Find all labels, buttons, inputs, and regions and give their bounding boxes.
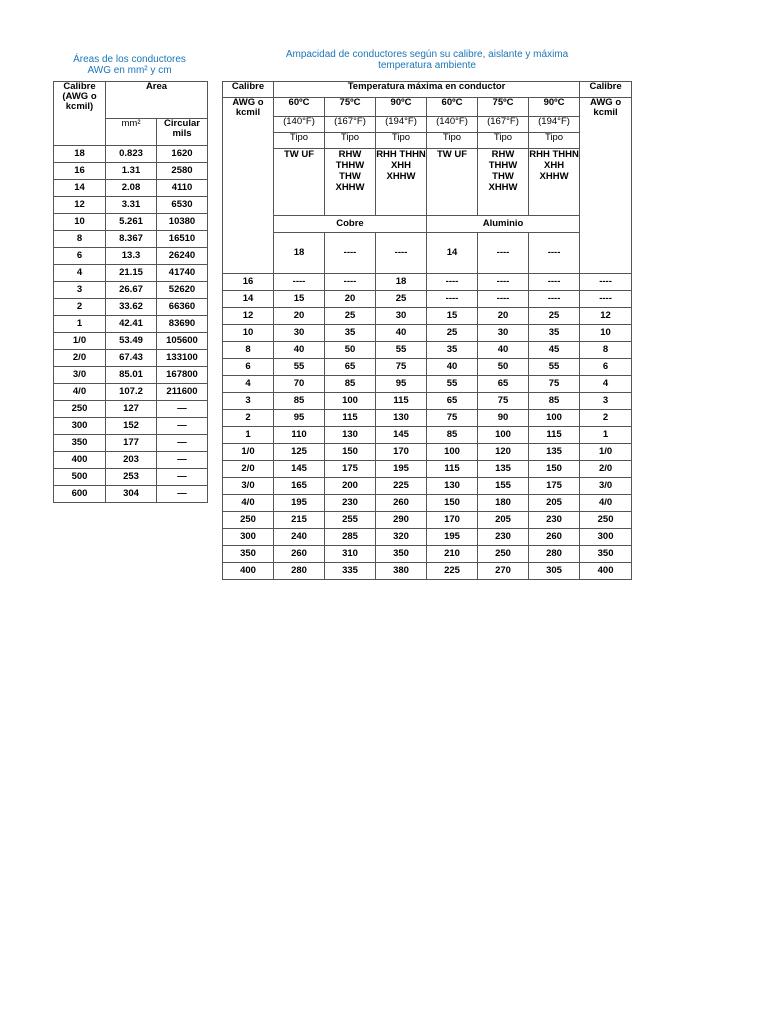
areas-row: [54, 248, 208, 265]
ampacity-cell: 65: [427, 393, 478, 410]
areas-cell: 304: [106, 486, 157, 503]
areas-cell: 67.43: [106, 350, 157, 367]
ampacity-cell: 20: [325, 291, 376, 308]
ampacity-cell: 75: [478, 393, 529, 410]
tipo-label-3: Tipo: [376, 133, 427, 149]
ampacity-cell: 150: [529, 461, 580, 478]
ampacity-cell: 15: [427, 308, 478, 325]
ampacity-cell: 225: [427, 563, 478, 580]
areas-cell: 12: [54, 197, 106, 214]
areas-cell: —: [157, 452, 208, 469]
ampacity-cell: 35: [325, 325, 376, 342]
ampacity-row: [223, 359, 632, 376]
ampacity-cell: 130: [376, 410, 427, 427]
areas-row: [54, 401, 208, 418]
areas-cell: 600: [54, 486, 106, 503]
ampacity-cell: 130: [427, 478, 478, 495]
ampacity-cell: 1: [223, 427, 274, 444]
ampacity-cell: 380: [376, 563, 427, 580]
ampacity-title-line1: Ampacidad de conductores según su calibre, aislante y máxima: [285, 49, 569, 60]
ampacity-cell: 55: [427, 376, 478, 393]
ampacity-cell: 115: [529, 427, 580, 444]
ampacity-cell: 205: [529, 495, 580, 512]
ampacity-cell: 180: [478, 495, 529, 512]
ampacity-cell: 50: [325, 342, 376, 359]
ampacity-cell: 8: [223, 342, 274, 359]
ampacity-row: [223, 444, 632, 461]
areas-row: [54, 316, 208, 333]
tipo-types-4: TW UF: [427, 149, 478, 216]
ampacity-cell: 175: [325, 461, 376, 478]
areas-cell: 1: [54, 316, 106, 333]
areas-cell: 177: [106, 435, 157, 452]
areas-title-line2: AWG en mm² y cm: [87, 65, 172, 76]
areas-row: [54, 265, 208, 282]
areas-cell: 203: [106, 452, 157, 469]
areas-cell: 5.261: [106, 214, 157, 231]
ampacity-cell: 25: [427, 325, 478, 342]
ampacity-row: [223, 546, 632, 563]
ampacity-cell: 35: [427, 342, 478, 359]
areas-cell: 133100: [157, 350, 208, 367]
areas-cell: 0.823: [106, 146, 157, 163]
ampacity-cell: 12: [580, 308, 632, 325]
header-circular-mils: Circular mils: [157, 119, 208, 146]
ampacity-cell: 14: [223, 291, 274, 308]
areas-cell: 1/0: [54, 333, 106, 350]
tipo-label-6: Tipo: [529, 133, 580, 149]
ampacity-cell: 260: [376, 495, 427, 512]
temp-f-5: (167°F): [478, 117, 529, 133]
areas-cell: 16: [54, 163, 106, 180]
ampacity-cell: 20: [478, 308, 529, 325]
ampacity-row: [223, 325, 632, 342]
areas-row: [54, 197, 208, 214]
areas-cell: 33.62: [106, 299, 157, 316]
temp-c-2: 75ºC: [325, 98, 376, 117]
ampacity-cell: 250: [223, 512, 274, 529]
areas-cell: 300: [54, 418, 106, 435]
ampacity-cell: 280: [529, 546, 580, 563]
ampacity-cell: 310: [325, 546, 376, 563]
areas-row: [54, 163, 208, 180]
ampacity-cell: ----: [274, 274, 325, 291]
areas-cell: 26.67: [106, 282, 157, 299]
ampacity-cell: 35: [529, 325, 580, 342]
ampacity-cell: 210: [427, 546, 478, 563]
areas-cell: 41740: [157, 265, 208, 282]
ampacity-cell: 110: [274, 427, 325, 444]
tipo-label-1: Tipo: [274, 133, 325, 149]
areas-row: [54, 418, 208, 435]
ampacity-cell: 4/0: [223, 495, 274, 512]
ampacity-cell: 3/0: [223, 478, 274, 495]
ampacity-cell: 2: [580, 410, 632, 427]
areas-cell: 250: [54, 401, 106, 418]
areas-cell: 21.15: [106, 265, 157, 282]
temp-f-3: (194°F): [376, 117, 427, 133]
ampacity-cell: ----: [478, 274, 529, 291]
areas-cell: 107.2: [106, 384, 157, 401]
areas-row: [54, 350, 208, 367]
ampacity-cell: 55: [376, 342, 427, 359]
areas-row: [54, 282, 208, 299]
ampacity-cell: 230: [478, 529, 529, 546]
ampacity-cell: 40: [376, 325, 427, 342]
ampacity-cell: 4: [223, 376, 274, 393]
areas-row: [54, 180, 208, 197]
tipo-label-5: Tipo: [478, 133, 529, 149]
tipo-types-5: RHW THHW THW XHHW: [478, 149, 529, 216]
temp-f-1: (140°F): [274, 117, 325, 133]
areas-cell: 8.367: [106, 231, 157, 248]
ampacity-cell: 85: [274, 393, 325, 410]
header-temperature: Temperatura máxima en conductor: [274, 82, 580, 98]
ampacity-cell: ----: [478, 291, 529, 308]
ampacity-cell: 30: [274, 325, 325, 342]
ampacity-row: [223, 376, 632, 393]
ampacity-cell: 65: [478, 376, 529, 393]
temp-f-6: (194°F): [529, 117, 580, 133]
ampacity-cell: 30: [478, 325, 529, 342]
ampacity-cell: 195: [274, 495, 325, 512]
areas-cell: 105600: [157, 333, 208, 350]
areas-cell: —: [157, 469, 208, 486]
temp-f-4: (140°F): [427, 117, 478, 133]
areas-cell: 4: [54, 265, 106, 282]
ampacity-cell: 150: [427, 495, 478, 512]
areas-row: [54, 231, 208, 248]
ampacity-cell: 1/0: [580, 444, 632, 461]
areas-row: [54, 452, 208, 469]
ampacity-cell: 55: [274, 359, 325, 376]
ampacity-row: [223, 342, 632, 359]
ampacity-cell: 85: [427, 427, 478, 444]
temp-c-4: 60ºC: [427, 98, 478, 117]
temp-f-2: (167°F): [325, 117, 376, 133]
ampacity-cell: 2/0: [580, 461, 632, 478]
areas-cell: 2/0: [54, 350, 106, 367]
ampacity-cell: 350: [580, 546, 632, 563]
ampacity-cell: 25: [529, 308, 580, 325]
temp-c-5: 75ºC: [478, 98, 529, 117]
ampacity-row: [223, 478, 632, 495]
areas-cell: 350: [54, 435, 106, 452]
areas-cell: 2580: [157, 163, 208, 180]
ampacity-cell: ----: [325, 274, 376, 291]
ampacity-cell: 10: [223, 325, 274, 342]
ampacity-cell: ----: [427, 291, 478, 308]
ampacity-cell: ----: [580, 291, 632, 308]
ampacity-cell: 20: [274, 308, 325, 325]
ampacity-cell: 250: [580, 512, 632, 529]
ampacity-cell: 120: [478, 444, 529, 461]
ampacity-cell: 115: [325, 410, 376, 427]
ampacity-row: [223, 529, 632, 546]
ampacity-cell: 40: [478, 342, 529, 359]
ampacity-cell: 8: [580, 342, 632, 359]
ampacity-cell: 230: [529, 512, 580, 529]
ampacity-cell: 195: [427, 529, 478, 546]
ampacity-cell: 90: [478, 410, 529, 427]
ampacity-row: [223, 461, 632, 478]
ampacity-cell: ----: [529, 291, 580, 308]
areas-cell: —: [157, 486, 208, 503]
areas-cell: 26240: [157, 248, 208, 265]
material-aluminio: Aluminio: [427, 216, 580, 233]
ampacity-row: [223, 393, 632, 410]
ampacity-cell: 400: [580, 563, 632, 580]
ampacity-cell: 280: [274, 563, 325, 580]
ampacity-cell: 6: [580, 359, 632, 376]
ampacity-cell: 300: [580, 529, 632, 546]
ampacity-cell: 115: [427, 461, 478, 478]
ampacity-cell: 100: [529, 410, 580, 427]
ampacity-row: [223, 233, 632, 274]
areas-cell: 2.08: [106, 180, 157, 197]
ampacity-cell: 270: [478, 563, 529, 580]
areas-cell: —: [157, 401, 208, 418]
ampacity-cell: ----: [427, 274, 478, 291]
areas-row: [54, 435, 208, 452]
tipo-types-6: RHH THHN XHH XHHW: [529, 149, 580, 216]
areas-cell: 10380: [157, 214, 208, 231]
ampacity-title-line2: temperatura ambiente: [378, 60, 476, 71]
ampacity-cell: 320: [376, 529, 427, 546]
ampacity-cell: 10: [580, 325, 632, 342]
ampacity-cell: 12: [223, 308, 274, 325]
areas-title-line1: Áreas de los conductores: [73, 54, 186, 65]
ampacity-cell: 350: [376, 546, 427, 563]
ampacity-row: [223, 274, 632, 291]
ampacity-cell: 55: [529, 359, 580, 376]
tipo-label-4: Tipo: [427, 133, 478, 149]
ampacity-cell: 200: [325, 478, 376, 495]
ampacity-cell: 115: [376, 393, 427, 410]
tipo-label-2: Tipo: [325, 133, 376, 149]
areas-cell: 14: [54, 180, 106, 197]
ampacity-cell: 2/0: [223, 461, 274, 478]
tipo-types-3: RHH THHN XHH XHHW: [376, 149, 427, 216]
material-cobre: Cobre: [274, 216, 427, 233]
ampacity-cell: 95: [274, 410, 325, 427]
areas-cell: 16510: [157, 231, 208, 248]
areas-row: [54, 469, 208, 486]
ampacity-cell: 85: [529, 393, 580, 410]
ampacity-cell: 215: [274, 512, 325, 529]
ampacity-cell: 225: [376, 478, 427, 495]
ampacity-cell: 350: [223, 546, 274, 563]
ampacity-cell: 14: [427, 233, 478, 274]
tipo-types-2: RHW THHW THW XHHW: [325, 149, 376, 216]
ampacity-cell: 25: [325, 308, 376, 325]
ampacity-cell: 4/0: [580, 495, 632, 512]
ampacity-cell: 75: [529, 376, 580, 393]
ampacity-row: [223, 427, 632, 444]
ampacity-cell: 290: [376, 512, 427, 529]
header-calibre-right: Calibre: [580, 82, 632, 98]
header-calibre-left: Calibre: [223, 82, 274, 98]
areas-cell: 42.41: [106, 316, 157, 333]
ampacity-cell: 205: [478, 512, 529, 529]
areas-cell: 13.3: [106, 248, 157, 265]
areas-cell: 53.49: [106, 333, 157, 350]
header-mm2: mm²: [106, 119, 157, 146]
ampacity-title: [222, 49, 632, 71]
areas-row: [54, 146, 208, 163]
temp-c-3: 90ºC: [376, 98, 427, 117]
ampacity-cell: 100: [427, 444, 478, 461]
ampacity-cell: 2: [223, 410, 274, 427]
areas-cell: 3.31: [106, 197, 157, 214]
areas-cell: 66360: [157, 299, 208, 316]
ampacity-cell: 4: [580, 376, 632, 393]
areas-row: [54, 214, 208, 231]
areas-cell: 6: [54, 248, 106, 265]
areas-cell: —: [157, 435, 208, 452]
ampacity-cell: 255: [325, 512, 376, 529]
ampacity-cell: 40: [427, 359, 478, 376]
ampacity-cell: ----: [325, 233, 376, 274]
ampacity-cell: 95: [376, 376, 427, 393]
ampacity-cell: 260: [529, 529, 580, 546]
areas-cell: 167800: [157, 367, 208, 384]
areas-row: [54, 486, 208, 503]
ampacity-cell: 3: [580, 393, 632, 410]
areas-cell: 8: [54, 231, 106, 248]
ampacity-row: [223, 291, 632, 308]
ampacity-cell: 250: [478, 546, 529, 563]
areas-cell: 83690: [157, 316, 208, 333]
areas-cell: 1.31: [106, 163, 157, 180]
ampacity-cell: 18: [274, 233, 325, 274]
ampacity-cell: ----: [529, 233, 580, 274]
ampacity-cell: 300: [223, 529, 274, 546]
temp-c-6: 90ºC: [529, 98, 580, 117]
ampacity-cell: 30: [376, 308, 427, 325]
areas-cell: —: [157, 418, 208, 435]
areas-cell: 10: [54, 214, 106, 231]
ampacity-cell: 18: [376, 274, 427, 291]
areas-cell: 3: [54, 282, 106, 299]
temp-c-1: 60ºC: [274, 98, 325, 117]
ampacity-cell: 285: [325, 529, 376, 546]
areas-cell: 211600: [157, 384, 208, 401]
ampacity-cell: 240: [274, 529, 325, 546]
ampacity-row: [223, 495, 632, 512]
areas-cell: 18: [54, 146, 106, 163]
ampacity-cell: ----: [529, 274, 580, 291]
ampacity-cell: 15: [274, 291, 325, 308]
ampacity-cell: 70: [274, 376, 325, 393]
ampacity-cell: ----: [478, 233, 529, 274]
ampacity-row: [223, 512, 632, 529]
ampacity-cell: 195: [376, 461, 427, 478]
ampacity-cell: ----: [580, 274, 632, 291]
ampacity-cell: 1/0: [223, 444, 274, 461]
ampacity-cell: 260: [274, 546, 325, 563]
ampacity-cell: 40: [274, 342, 325, 359]
ampacity-cell: 150: [325, 444, 376, 461]
ampacity-cell: 155: [478, 478, 529, 495]
areas-cell: 253: [106, 469, 157, 486]
areas-cell: 127: [106, 401, 157, 418]
areas-row: [54, 333, 208, 350]
areas-cell: 2: [54, 299, 106, 316]
ampacity-cell: 16: [223, 274, 274, 291]
header-calibre: Calibre (AWG o kcmil): [54, 82, 106, 146]
ampacity-cell: 100: [478, 427, 529, 444]
areas-table: [53, 81, 208, 503]
areas-row: [54, 367, 208, 384]
ampacity-cell: 230: [325, 495, 376, 512]
header-area: Area: [106, 82, 208, 119]
ampacity-cell: 75: [376, 359, 427, 376]
ampacity-row: [223, 308, 632, 325]
ampacity-cell: 45: [529, 342, 580, 359]
header-awg-kcmil-right: AWG o kcmil: [580, 98, 632, 274]
ampacity-cell: 130: [325, 427, 376, 444]
ampacity-cell: 170: [376, 444, 427, 461]
ampacity-cell: 135: [529, 444, 580, 461]
ampacity-cell: 3/0: [580, 478, 632, 495]
header-awg-kcmil-left: AWG o kcmil: [223, 98, 274, 274]
ampacity-cell: 65: [325, 359, 376, 376]
ampacity-cell: ----: [376, 233, 427, 274]
ampacity-cell: 1: [580, 427, 632, 444]
ampacity-cell: 85: [325, 376, 376, 393]
ampacity-cell: 125: [274, 444, 325, 461]
areas-cell: 152: [106, 418, 157, 435]
ampacity-cell: 145: [274, 461, 325, 478]
ampacity-cell: 400: [223, 563, 274, 580]
ampacity-cell: 50: [478, 359, 529, 376]
ampacity-cell: 25: [376, 291, 427, 308]
areas-cell: 6530: [157, 197, 208, 214]
areas-row: [54, 299, 208, 316]
areas-row: [54, 384, 208, 401]
ampacity-cell: 135: [478, 461, 529, 478]
areas-cell: 52620: [157, 282, 208, 299]
areas-cell: 4110: [157, 180, 208, 197]
areas-cell: 400: [54, 452, 106, 469]
areas-cell: 500: [54, 469, 106, 486]
areas-cell: 3/0: [54, 367, 106, 384]
ampacity-cell: 305: [529, 563, 580, 580]
areas-cell: 85.01: [106, 367, 157, 384]
ampacity-cell: 170: [427, 512, 478, 529]
ampacity-cell: 145: [376, 427, 427, 444]
ampacity-cell: 165: [274, 478, 325, 495]
ampacity-row: [223, 410, 632, 427]
areas-cell: 4/0: [54, 384, 106, 401]
ampacity-table: [222, 81, 632, 580]
ampacity-cell: 6: [223, 359, 274, 376]
ampacity-cell: 75: [427, 410, 478, 427]
ampacity-cell: 335: [325, 563, 376, 580]
ampacity-cell: 175: [529, 478, 580, 495]
tipo-types-1: TW UF: [274, 149, 325, 216]
areas-cell: 1620: [157, 146, 208, 163]
ampacity-cell: 3: [223, 393, 274, 410]
areas-title: [52, 54, 207, 76]
ampacity-cell: 100: [325, 393, 376, 410]
ampacity-row: [223, 563, 632, 580]
